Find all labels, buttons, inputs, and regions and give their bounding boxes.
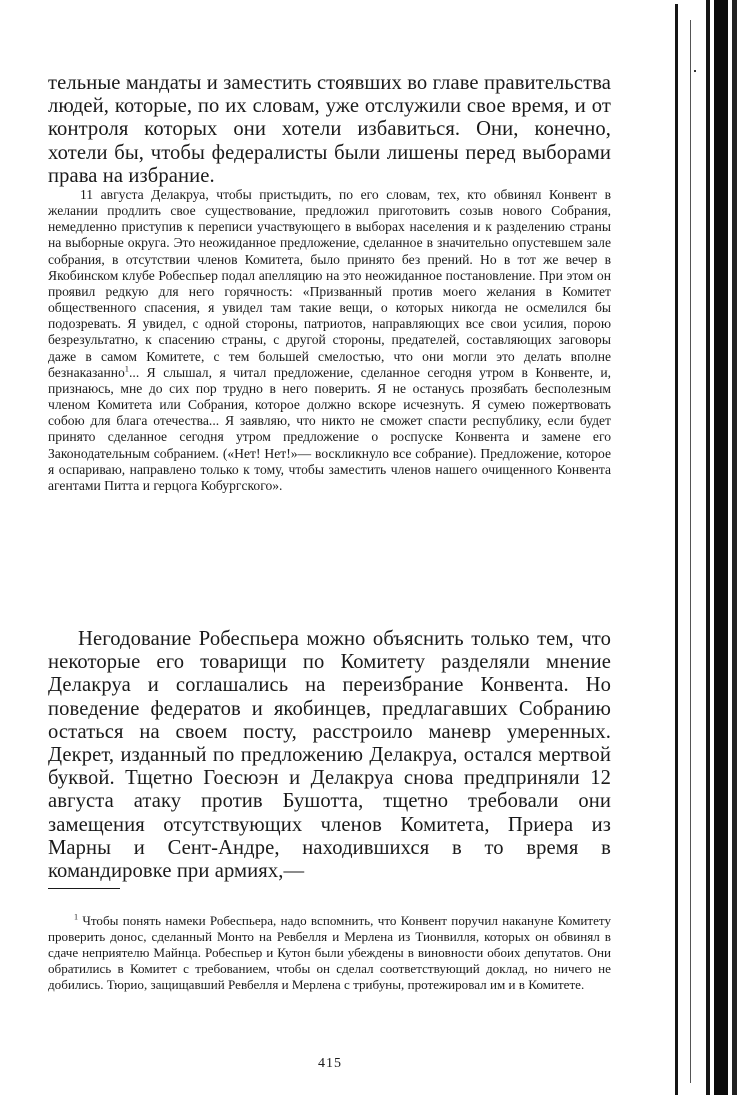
binding-edge-speck xyxy=(694,70,696,72)
quote-text-part-2: ... Я слышал, я читал предложение, сделанное сегодня утром в Конвенте, и, признаюсь, мне до сих пор трудно в него поверить. Я не останусь прозябать бесполезным членом Комитета или Собрания, которое должно вскоре исчезнуть. Я сумею пожертвовать собою для блага отечества... Я заявляю, что никто не сможет спасти республику, если будет принято сделанное сегодня утром предложение о роспуске Конвента и замене его Законодательным собранием. («Нет! Нет!»— воскликнуло все собрание). Предложение, которое я оспариваю, направлено только к тому, чтобы заместить членов нашего очищенного Конвента агентами Питта и герцога Кобургского». xyxy=(48,364,611,493)
body-text-top xyxy=(48,72,611,188)
footnote-block xyxy=(48,900,611,1007)
quote-block xyxy=(48,187,611,494)
quote-text-part-1: 11 августа Делакруа, чтобы пристыдить, по его словам, тех, кто обвинял Конвент в желании продлить свое существование, предложил приготовить созыв нового Собрания, немедленно приступив к переписи участвующего в выборах населения и к разделению страны на выборные округа. Это неожиданное предложение, сделанное в значительно опустевшем зале собрания, в отсутствии членов Комитета, было принято без прений. Но в тот же вечер в Якобинском клубе Робеспьер подал апелляцию на это неожиданное постановление. При этом он проявил редкую для него горячность: «Призванный против моего желания в Комитет общественного спасения, я увидел там такие вещи, о которых никогда не осмелился бы подозревать. Я увидел, с одной стороны, патриотов, направляющих все свои усилия, порою безрезультатно, к спасению страны, с другой стороны, предателей, составляющих заговоры даже в самом Комитете, с тем большей смелостью, что они могли это делать вполне безнаказанно xyxy=(48,187,611,380)
footnote-text: Чтобы понять намеки Робеспьера, надо вспомнить, что Конвент поручил накануне Комитету проверить донос, сделанный Монто на Ревбелля и Мерлена из Тионвилля, которых он обвинял в сдаче неприятелю Майнца. Робеспьер и Кутон были убеждены в виновности обоих депутатов. Они обратились в Комитет с требованием, чтобы он сделал соответствующий доклад, но ничего не добились. Тюрио, защищавший Ревбелля и Мерлена с трибуны, протежировал им и в Комитете. xyxy=(48,913,611,993)
footnote-marker: 1 xyxy=(74,912,79,922)
page-number: 415 xyxy=(318,1056,342,1071)
body-paragraph-continuation: тельные мандаты и заместить стоявших во главе правительства людей, которые, по их словам, уже отслужили свое время, и от контроля которых они хотели избавиться. Они, конечно, хотели бы, чтобы федералисты были лишены перед выборами права на избрание. xyxy=(48,72,611,187)
footnote-divider xyxy=(48,888,120,889)
binding-edge-outer xyxy=(732,0,737,1095)
body-text-main xyxy=(48,628,611,883)
binding-edge-bar xyxy=(706,0,710,1095)
quote-paragraph xyxy=(48,187,611,494)
binding-edge-shadow xyxy=(714,0,728,1095)
footnote xyxy=(48,913,611,993)
body-paragraph: Негодование Робеспьера можно объяснить только тем, что некоторые его товарищи по Комитету разделяли мнение Делакруа и соглашались на переизбрание Конвента. Но поведение федератов и якобинцев, предлагавших Собранию остаться на своем посту, расстроило маневр умеренных. Декрет, изданный по предложению Делакруа, остался мертвой буквой. Тщетно Гоесюэн и Делакруа снова предприняли 12 августа атаку против Бушотта, тщетно требовали они замещения отсутствующих членов Комитета, Приера из Марны и Сент-Андре, находившихся в то время в командировке при армиях,— xyxy=(48,628,611,883)
binding-edge-line xyxy=(675,4,678,1095)
note-reference-marker[interactable]: 1 xyxy=(124,363,130,374)
binding-edge-thin-line xyxy=(690,20,691,1083)
